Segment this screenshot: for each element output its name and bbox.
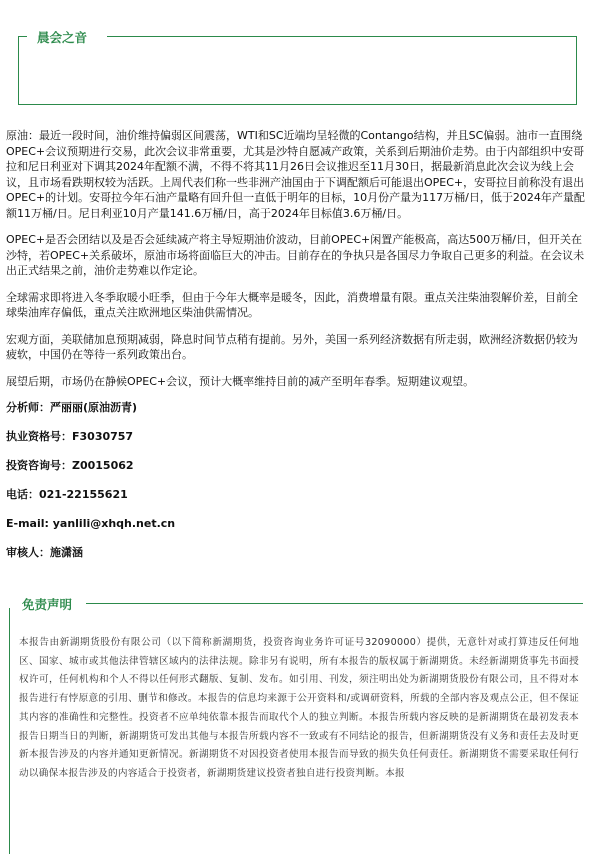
paragraph-opec: OPEC+是否会团结以及是否会延续减产将主导短期油价波动，目前OPEC+闲置产能极高，高达500万桶/日，但开关在沙特，若OPEC+关系破坏，原油市场将面临巨大的冲击。目前存在的争执只是各国尽力争取自己更多的利益。在会议未出正式结果之前，油价走势难以作定论。 bbox=[6, 233, 585, 277]
paragraph-crude-oil: 原油：最近一段时间，油价维持偏弱区间震荡，WTI和SC近端均呈轻微的Contango结构，并且SC偏弱。油市一直围绕OPEC+会议预期进行交易，此次会议非常重要，尤其是沙特自愿减产政策，关系到后期油价走势。由于内部组织中安哥拉和尼日利亚对下调其2024年配额不满，不得不将其11月26日会议推迟至11月30日，据最新消息此次会议为线上会议，且市场看跌期权较为活跃。上周代表们称一些非洲产油国由于下调配额后可能退出OPEC+，安哥拉目前称没有退出OPEC+的计划。安哥拉今年石油产量略有回升但一直低于明年的目标，10月份产量为117万桶/日，低于2024年产量配额11万桶/日。尼日利亚10月产量141.6万桶/日，高于2024年目标值3.6万桶/日。 bbox=[6, 129, 585, 220]
paragraph-demand: 全球需求即将进入冬季取暖小旺季，但由于今年大概率是暖冬，因此，消费增量有限。重点关注柴油裂解价差，目前全球柴油库存偏低，重点关注欧洲地区柴油供需情况。 bbox=[6, 290, 578, 319]
paragraph-macro: 宏观方面，美联储加息预期减弱，降息时间节点稍有提前。另外，美国一系列经济数据有所走弱，欧洲经济数据仍较为疲软，中国仍在等待一系列政策出台。 bbox=[6, 332, 578, 361]
license-number: 执业资格号：F3030757 bbox=[6, 430, 134, 443]
consult-number: 投资咨询号：Z0015062 bbox=[6, 459, 134, 472]
reviewer-name: 审核人：施潇涵 bbox=[6, 546, 83, 559]
header-box bbox=[18, 30, 577, 105]
paragraph-outlook: 展望后期，市场仍在静候OPEC+会议，预计大概率维持目前的减产至明年春季。短期建议观望。 bbox=[6, 374, 475, 388]
email-address: E-mail: yanlili@xhqh.net.cn bbox=[6, 517, 176, 530]
disclaimer-title: 免责声明 bbox=[22, 597, 73, 612]
analyst-name: 分析师：严丽丽(原油沥青) bbox=[6, 401, 138, 414]
phone-number: 电话：021-22155621 bbox=[6, 488, 128, 501]
page-title: 晨会之音 bbox=[33, 28, 91, 46]
disclaimer-text: 本报告由新湖期货股份有限公司（以下简称新湖期货，投资咨询业务许可证号32090000）提供，无意针对或打算违反任何地区、国家、城市或其他法律管辖区域内的法律法规。除非另有说明，所有本报告的版权属于新湖期货。未经新湖期货事先书面授权许可，任何机构和个人不得以任何形式翻版、复制、发布。如引用、刊发，须注明出处为新湖期货股份有限公司，且不得对本报告进行有悖原意的引用、删节和修改。本报告的信息均来源于公开资料和/或调研资料，所载的全部内容及观点公正，但不保证其内容的准确性和完整性。投资者不应单纯依靠本报告而取代个人的独立判断。本报告所载内容反映的是新湖期货在最初发表本报告日期当日的判断，新湖期货可发出其他与本报告所载内容不一致或有不同结论的报告，但新湖期货没有义务和责任去及时更新本报告涉及的内容并通知更新情况。新湖期货不对因投资者使用本报告而导致的损失负任何责任。新湖期货不需要采取任何行动以确保本报告涉及的内容适合于投资者，新湖期货建议投资者独自进行投资判断。本报 bbox=[19, 637, 579, 779]
disclaimer-box bbox=[9, 597, 583, 854]
report-body bbox=[6, 128, 588, 574]
